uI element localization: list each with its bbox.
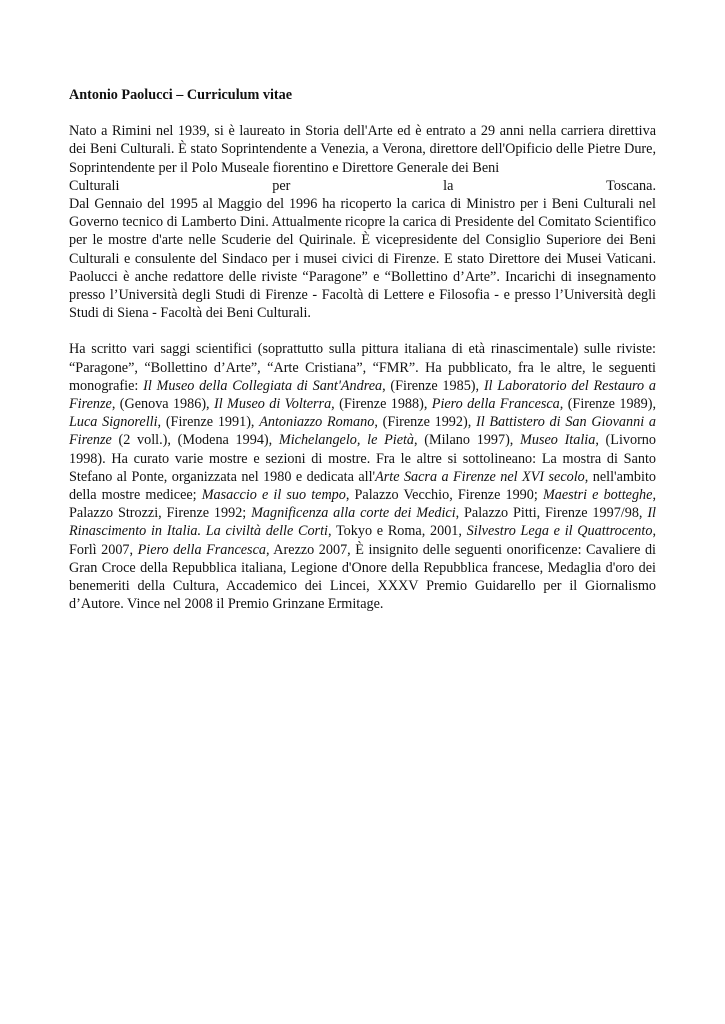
spread-word: Toscana.: [606, 177, 656, 194]
italic-title: Arte Sacra a Firenze nel XVI secolo: [375, 468, 585, 485]
italic-title: Il Laboratorio del Restauro a Firenze: [69, 377, 656, 413]
text-run: , nell'ambito della mostre medicee;: [69, 468, 657, 504]
biography-spread-line: [69, 177, 656, 195]
italic-title: Il Rinascimento in Italia. La civiltà delle Corti: [69, 505, 656, 540]
italic-title: Piero della Francesca: [137, 541, 266, 558]
text-run: , Tokyo e Roma, 2001,: [327, 523, 467, 540]
spread-word: la: [443, 177, 454, 194]
biography-text-b: Dal Gennaio del 1995 al Maggio del 1996 ha ricoperto la carica di Ministro per i Beni Culturali nel Governo tecnico di Lamberto Dini. Attualmente ricopre la carica di Presidente del Comitato Scientifico per le mostre d'arte nelle Scuderie del Quirinale. È vicepresidente del Consiglio Superiore dei Beni Culturali e consulente del Sindaco per i musei civici di Firenze. E stato Direttore dei Musei Vaticani. Paolucci è anche redattore delle riviste “Paragone” e “Bollettino d’Arte”. Incarichi di insegnamento presso l’Università degli Studi di Firenze - Facoltà di Lettere e Filosofia - e presso l’Università degli Studi di Siena - Facoltà dei Beni Culturali.: [69, 196, 657, 322]
biography-text-a: Nato a Rimini nel 1939, si è laureato in Storia dell'Arte ed è entrato a 29 anni nella carriera direttiva dei Beni Culturali. È stato Soprintendente a Venezia, a Verona, direttore dell'Opificio delle Pietre Dure, Soprintendente per il Polo Museale fiorentino e Direttore Generale dei Beni: [69, 123, 656, 176]
document-page: [69, 86, 656, 631]
italic-title: Magnificenza alla corte dei Medici: [251, 505, 456, 522]
italic-title: Il Museo di Volterra: [214, 396, 332, 413]
italic-title: Antoniazzo Romano: [259, 414, 375, 431]
text-run: , (Firenze 1989),: [559, 396, 656, 413]
text-run: , (Firenze 1992),: [374, 414, 476, 431]
italic-title: Silvestro Lega e il Quattrocento: [466, 523, 653, 540]
italic-title: Museo Italia: [520, 432, 596, 449]
text-run: , (Milano 1997),: [414, 432, 521, 449]
italic-title: Il Museo della Collegiata di Sant'Andrea: [143, 377, 383, 394]
spread-word: per: [272, 177, 291, 194]
text-run: , (Firenze 1985),: [382, 377, 484, 394]
text-run: , (Firenze 1991),: [157, 414, 260, 431]
italic-title: Maestri e botteghe: [542, 487, 653, 504]
italic-title: Piero della Francesca: [431, 396, 560, 413]
text-run: , Palazzo Pitti, Firenze 1997/98,: [455, 505, 648, 522]
text-run: , (Livorno 1998). Ha curato varie mostre e sezioni di mostre. Fra le altre si sottolineano: La mostra di Santo Stefano al Ponte, organizzata nel 1980 e dedicata all': [69, 432, 656, 485]
text-run: Ha scritto vari saggi scientifici (soprattutto sulla pittura italiana di età rinascimentale) sulle riviste: “Paragone”, “Bollettino d’Arte”, “Arte Cristiana”, “FMR”. Ha pubblicato, fra le altre, le seguenti monografie:: [69, 341, 656, 394]
text-run: , Forlì 2007,: [69, 523, 656, 558]
italic-title: Luca Signorelli: [69, 414, 158, 431]
text-run: , (Firenze 1988),: [331, 396, 432, 413]
spread-word: Culturali: [69, 177, 120, 194]
text-run: (2 voll.), (Modena 1994),: [111, 432, 279, 449]
paragraph-publications: [69, 340, 656, 613]
text-run: , (Genova 1986),: [111, 396, 214, 413]
text-run: , Palazzo Strozzi, Firenze 1992;: [69, 487, 656, 522]
document-title: Antonio Paolucci – Curriculum vitae: [69, 87, 293, 103]
text-run: , Arezzo 2007, È insignito delle seguenti onorificenze: Cavaliere di Gran Croce della Repubblica italiana, Legione d'Onore della Repubblica francese, Medaglia d'oro dei benemeriti della Cultura, Accademico dei Lincei, XXXV Premio Guidarello per il Giornalismo d’Autore. Vince nel 2008 il Premio Grinzane Ermitage.: [69, 541, 656, 613]
italic-title: Michelangelo, le Pietà: [278, 432, 415, 449]
italic-title: Masaccio e il suo tempo: [201, 487, 346, 504]
italic-title: Il Battistero di San Giovanni a Firenze: [69, 414, 656, 449]
text-run: , Palazzo Vecchio, Firenze 1990;: [345, 487, 543, 504]
paragraph-biography: [69, 122, 656, 322]
